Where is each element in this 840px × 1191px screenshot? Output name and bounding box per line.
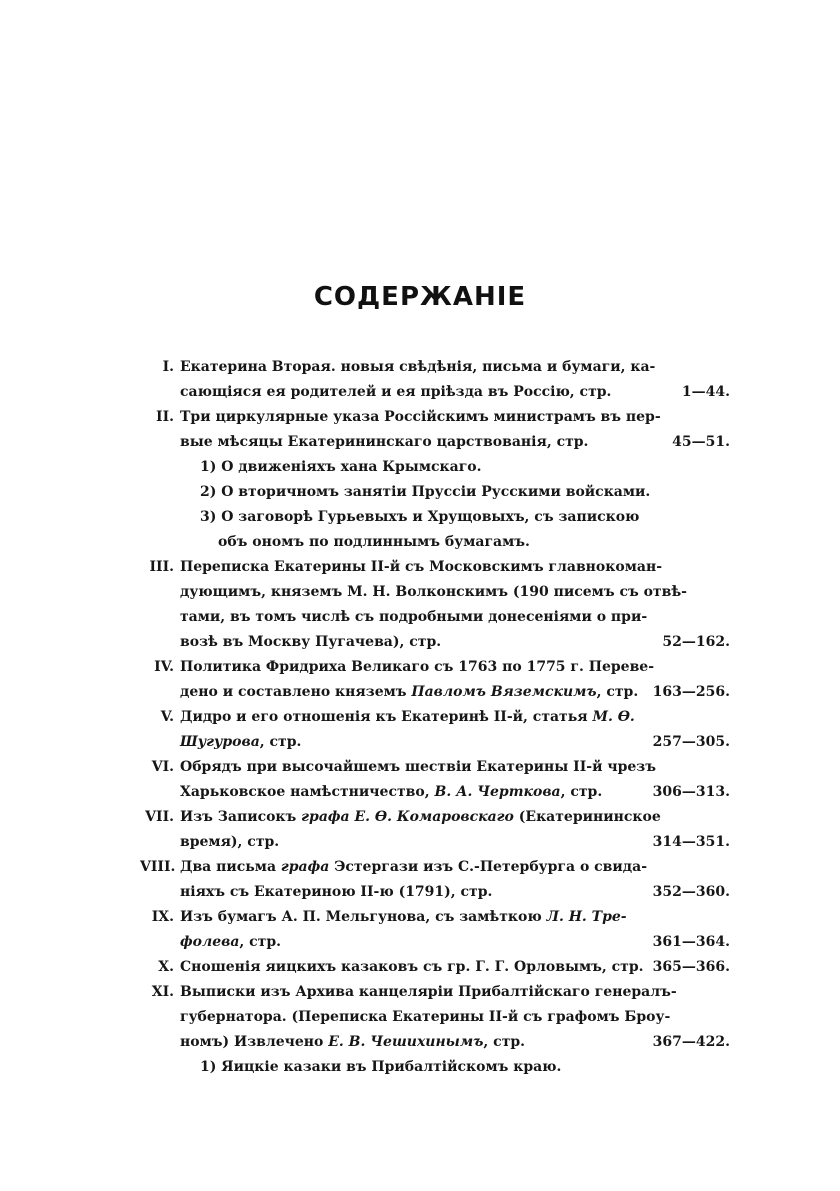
- entry-text: номъ) Извлечено: [180, 1034, 324, 1050]
- toc-entry-7: [140, 805, 740, 855]
- entry-text: время), стр.: [180, 834, 280, 850]
- entry-text: Екатерина Вторая. новыя свѣдѣнія, письма и бумаги, ка-: [180, 359, 656, 375]
- toc-entry-5: [140, 705, 740, 755]
- entry-text: (Екатерининское: [518, 809, 661, 825]
- entry-number: V.: [160, 709, 174, 725]
- entry-number: I.: [162, 359, 174, 375]
- entry-text: Два письма: [180, 859, 277, 875]
- subentry-text: 1) Яицкіе казаки въ Прибалтійскомъ краю.: [200, 1059, 562, 1075]
- entry-text: Харьковское намѣстничество,: [180, 784, 430, 800]
- entry-text: , стр.: [259, 734, 302, 750]
- author-name: Е. В. Чешихинымъ: [328, 1034, 484, 1050]
- subentry-text: 2) О вторичномъ занятіи Пруссіи Русскими войсками.: [200, 484, 651, 500]
- entry-text: возѣ въ Москву Пугачева), стр.: [180, 634, 442, 650]
- entry-number: III.: [149, 559, 174, 575]
- toc-entry-10: [140, 955, 740, 980]
- entry-text: тами, въ томъ числѣ съ подробными донесеніями о при-: [180, 609, 648, 625]
- author-name: графа Е. Ѳ. Комаровскаго: [301, 809, 514, 825]
- subentry-text: 1) О движеніяхъ хана Крымскаго.: [200, 459, 482, 475]
- entry-text: Эстергази изъ С.-Петербурга о свида-: [334, 859, 648, 875]
- author-name: В. А. Черткова: [434, 784, 561, 800]
- page-range: 314—351.: [652, 834, 730, 850]
- page-range: 365—366.: [652, 959, 730, 975]
- author-name: Л. Н. Тре-: [546, 909, 627, 925]
- entry-text: Сношенія яицкихъ казаковъ съ гр. Г. Г. Орловымъ, стр.: [180, 959, 644, 975]
- page-range: 306—313.: [652, 784, 730, 800]
- entry-number: VIII.: [140, 859, 176, 875]
- author-name: М. Ѳ.: [592, 709, 635, 725]
- toc-entry-1: [140, 355, 740, 405]
- entry-text: Выписки изъ Архива канцеляріи Прибалтійскаго генералъ-: [180, 984, 677, 1000]
- entry-text: Политика Фридриха Великаго съ 1763 по 1775 г. Переве-: [180, 659, 655, 675]
- entry-number: VI.: [151, 759, 174, 775]
- entry-text: вые мѣсяцы Екатерининскаго царствованія, стр.: [180, 434, 589, 450]
- entry-text: , стр.: [560, 784, 603, 800]
- page-range: 352—360.: [652, 884, 730, 900]
- entry-text: дено и составлено княземъ: [180, 684, 407, 700]
- entry-text: Изъ Записокъ: [180, 809, 297, 825]
- author-name: фолева: [180, 934, 240, 950]
- page-range: 361—364.: [652, 934, 730, 950]
- entry-text: губернатора. (Переписка Екатерины II-й съ графомъ Броу-: [180, 1009, 671, 1025]
- toc-entry-2: [140, 405, 740, 555]
- toc-entry-9: [140, 905, 740, 955]
- entry-text: дующимъ, княземъ М. Н. Волконскимъ (190 писемъ съ отвѣ-: [180, 584, 687, 600]
- entry-text: Дидро и его отношенія къ Екатеринѣ II-й, статья: [180, 709, 588, 725]
- entry-text: , стр.: [596, 684, 639, 700]
- entry-number: IV.: [154, 659, 174, 675]
- entry-text: , стр.: [483, 1034, 526, 1050]
- toc-entry-8: [140, 855, 740, 905]
- entry-text: Три циркулярные указа Россійскимъ министрамъ въ пер-: [180, 409, 661, 425]
- author-name: Павломъ Вяземскимъ: [411, 684, 597, 700]
- page-title: СОДЕРЖАНІЕ: [313, 282, 527, 312]
- entry-number: X.: [158, 959, 174, 975]
- entry-number: VII.: [145, 809, 174, 825]
- entry-text: , стр.: [239, 934, 282, 950]
- page-range: 45—51.: [672, 434, 730, 450]
- subentry-text: 3) О заговорѣ Гурьевыхъ и Хрущовыхъ, съ запискою: [200, 509, 640, 525]
- subentry-text: объ ономъ по подлиннымъ бумагамъ.: [218, 534, 530, 550]
- page-range: 257—305.: [652, 734, 730, 750]
- entry-text: ніяхъ съ Екатериною II-ю (1791), стр.: [180, 884, 493, 900]
- entry-number: XI.: [151, 984, 174, 1000]
- toc-entry-3: [140, 555, 740, 655]
- entry-number: II.: [156, 409, 174, 425]
- page-range: 1—44.: [681, 384, 730, 400]
- author-name: Шугурова: [180, 734, 260, 750]
- entry-text: сающіяся ея родителей и ея пріѣзда въ Россію, стр.: [180, 384, 612, 400]
- entry-number: IX.: [151, 909, 174, 925]
- table-of-contents: [140, 355, 740, 1080]
- toc-entry-4: [140, 655, 740, 705]
- page-range: 163—256.: [652, 684, 730, 700]
- author-name: графа: [280, 859, 330, 875]
- entry-text: Изъ бумагъ А. П. Мельгунова, съ замѣткою: [180, 909, 542, 925]
- toc-entry-6: [140, 755, 740, 805]
- page-range: 367—422.: [652, 1034, 730, 1050]
- entry-text: Обрядъ при высочайшемъ шествіи Екатерины II-й чрезъ: [180, 759, 656, 775]
- toc-entry-11: [140, 980, 740, 1080]
- page-range: 52—162.: [662, 634, 730, 650]
- entry-text: Переписка Екатерины II-й съ Московскимъ главнокоман-: [180, 559, 663, 575]
